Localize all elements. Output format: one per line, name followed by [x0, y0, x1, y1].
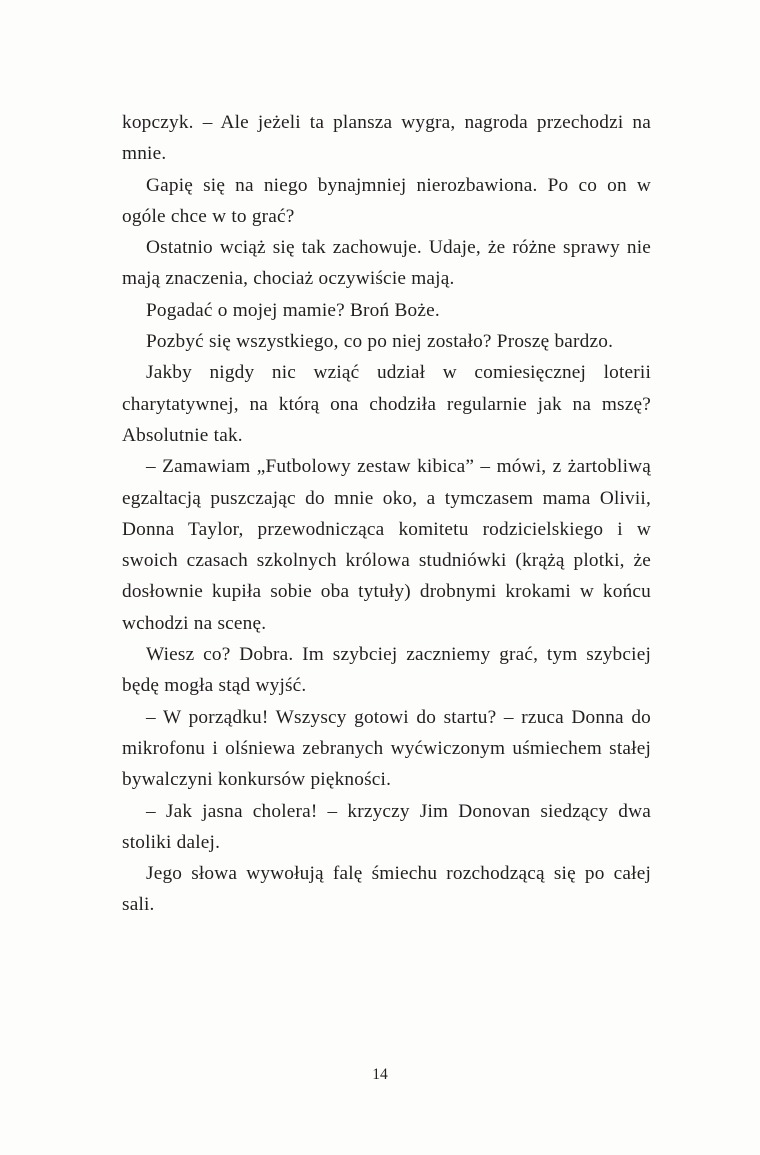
paragraph: Pogadać o mojej mamie? Broń Boże.	[146, 299, 440, 321]
paragraph: – W porządku! Wszyscy gotowi do startu? – rzuca Donna do mikrofonu i olśniewa zebranych wyćwiczonym uśmiechem stałej bywalczyni konkursów piękności.	[122, 706, 651, 791]
paragraph: kopczyk. – Ale jeżeli ta plansza wygra, nagroda przechodzi na mnie.	[122, 112, 651, 165]
paragraph: Jakby nigdy nic wziąć udział w comiesięcznej loterii charytatywnej, na którą ona chodziła regularnie jak na mszę? Absolutnie tak.	[122, 362, 651, 446]
page-number: 14	[372, 1066, 388, 1083]
paragraph: Gapię się na niego bynajmniej nierozbawiona. Po co on w ogóle chce w to grać?	[122, 174, 651, 227]
paragraph: Jego słowa wywołują falę śmiechu rozchodzącą się po całej sali.	[122, 863, 651, 916]
paragraph: Wiesz co? Dobra. Im szybciej zaczniemy grać, tym szybciej będę mogła stąd wyjść.	[122, 644, 651, 697]
paragraph: – Zamawiam „Futbolowy zestaw kibica” – mówi, z żartobliwą egzaltacją puszczając do mnie oko, a tymczasem mama Olivii, Donna Taylor, przewodnicząca komitetu rodzicielskiego i w swoich czasach szkolnych królowa studniówki (krążą plotki, że dosłownie kupiła sobie oba tytuły) drobnymi krokami w końcu wchodzi na scenę.	[122, 456, 651, 634]
paragraph: Pozbyć się wszystkiego, co po niej zostało? Proszę bardzo.	[146, 331, 614, 353]
page-text-block	[122, 107, 651, 921]
paragraph: – Jak jasna cholera! – krzyczy Jim Donovan siedzący dwa stoliki dalej.	[122, 800, 651, 853]
paragraph: Ostatnio wciąż się tak zachowuje. Udaje, że różne sprawy nie mają znaczenia, chociaż oczywiście mają.	[122, 237, 651, 290]
